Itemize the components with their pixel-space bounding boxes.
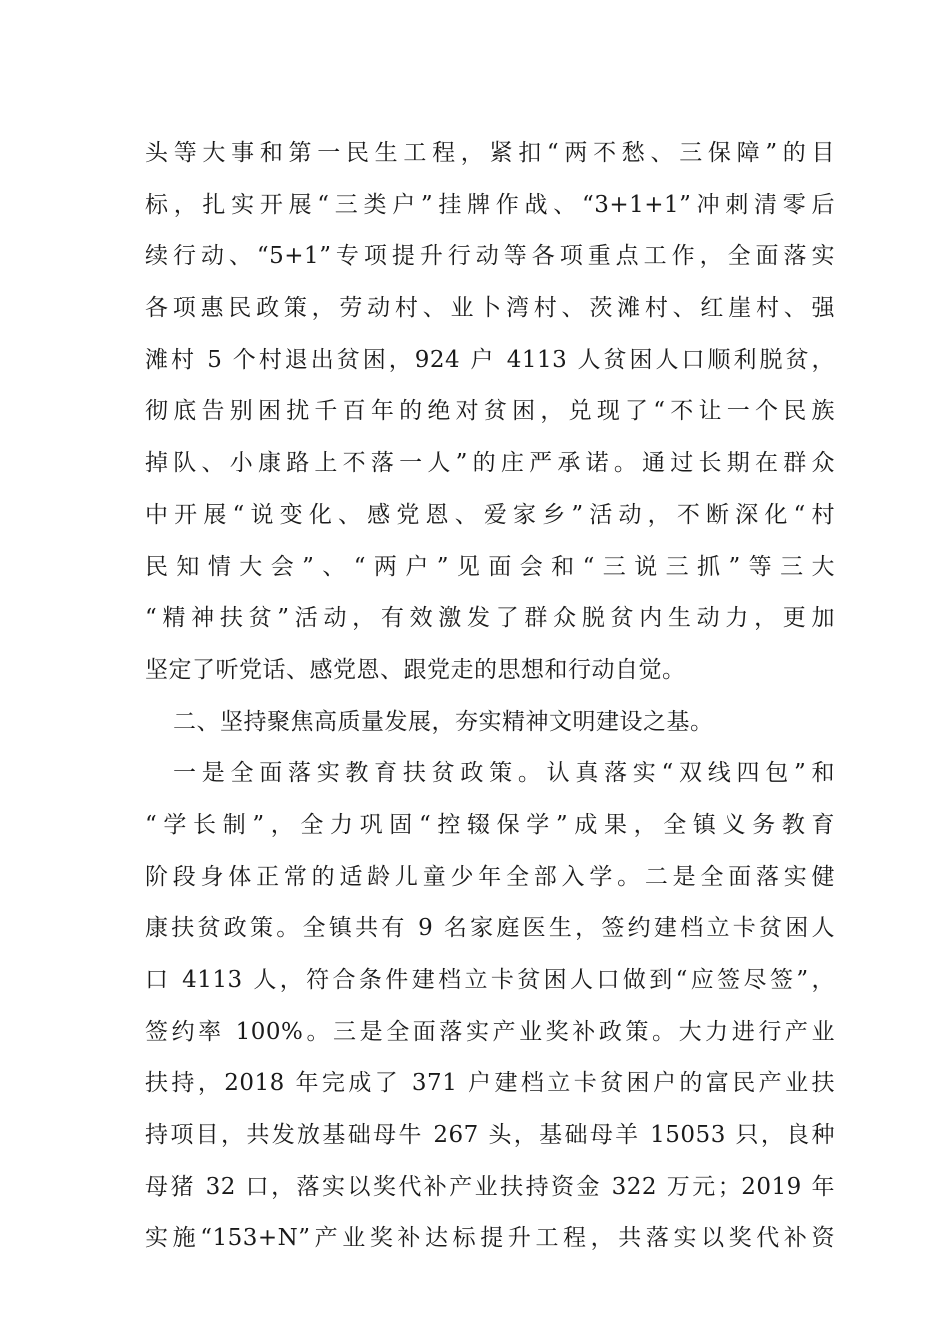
text-line: 康扶贫政策。全镇共有 9 名家庭医生，签约建档立卡贫困人 bbox=[145, 915, 835, 942]
text-line: 签约率 100%。三是全面落实产业奖补政策。大力进行产业 bbox=[145, 1018, 835, 1045]
text-line: 续行动、“5+1”专项提升行动等各项重点工作，全面落实 bbox=[145, 243, 835, 270]
document-body bbox=[145, 128, 835, 1265]
text-line: 阶段身体正常的适龄儿童少年全部入学。二是全面落实健 bbox=[145, 863, 835, 890]
text-line: 一是全面落实教育扶贫政策。认真落实“双线四包”和 bbox=[173, 760, 835, 787]
text-line: 口 4113 人，符合条件建档立卡贫困人口做到“应签尽签”， bbox=[145, 967, 835, 993]
text-line: “精神扶贫”活动，有效激发了群众脱贫内生动力，更加 bbox=[145, 605, 835, 632]
text-line: 坚定了听党话、感党恩、跟党走的思想和行动自觉。 bbox=[145, 656, 686, 683]
text-line: 滩村 5 个村退出贫困，924 户 4113 人贫困人口顺利脱贫， bbox=[145, 346, 835, 373]
section-heading: 二、坚持聚焦高质量发展，夯实精神文明建设之基。 bbox=[173, 708, 714, 735]
text-line: “学长制”，全力巩固“控辍保学”成果，全镇义务教育 bbox=[145, 811, 835, 838]
text-line: 头等大事和第一民生工程，紧扣“两不愁、三保障”的目 bbox=[145, 140, 835, 166]
text-line: 掉队、小康路上不落一人”的庄严承诺。通过长期在群众 bbox=[145, 450, 835, 477]
text-line: 各项惠民政策，劳动村、业卜湾村、茨滩村、红崖村、强 bbox=[145, 295, 835, 322]
text-line: 彻底告别困扰千百年的绝对贫困，兑现了“不让一个民族 bbox=[145, 398, 835, 425]
text-line: 民知情大会”、“两户”见面会和“三说三抓”等三大 bbox=[145, 553, 835, 580]
text-line: 母猪 32 口，落实以奖代补产业扶持资金 322 万元；2019 年 bbox=[145, 1173, 835, 1200]
text-line: 中开展“说变化、感党恩、爱家乡”活动，不断深化“村 bbox=[145, 501, 835, 528]
text-line: 扶持，2018 年完成了 371 户建档立卡贫困户的富民产业扶 bbox=[145, 1070, 835, 1097]
text-line: 标，扎实开展“三类户”挂牌作战、“3+1+1”冲刺清零后 bbox=[145, 191, 835, 218]
text-line: 实施“153+N”产业奖补达标提升工程，共落实以奖代补资 bbox=[145, 1225, 835, 1252]
text-line: 持项目，共发放基础母牛 267 头，基础母羊 15053 只，良种 bbox=[145, 1122, 835, 1149]
